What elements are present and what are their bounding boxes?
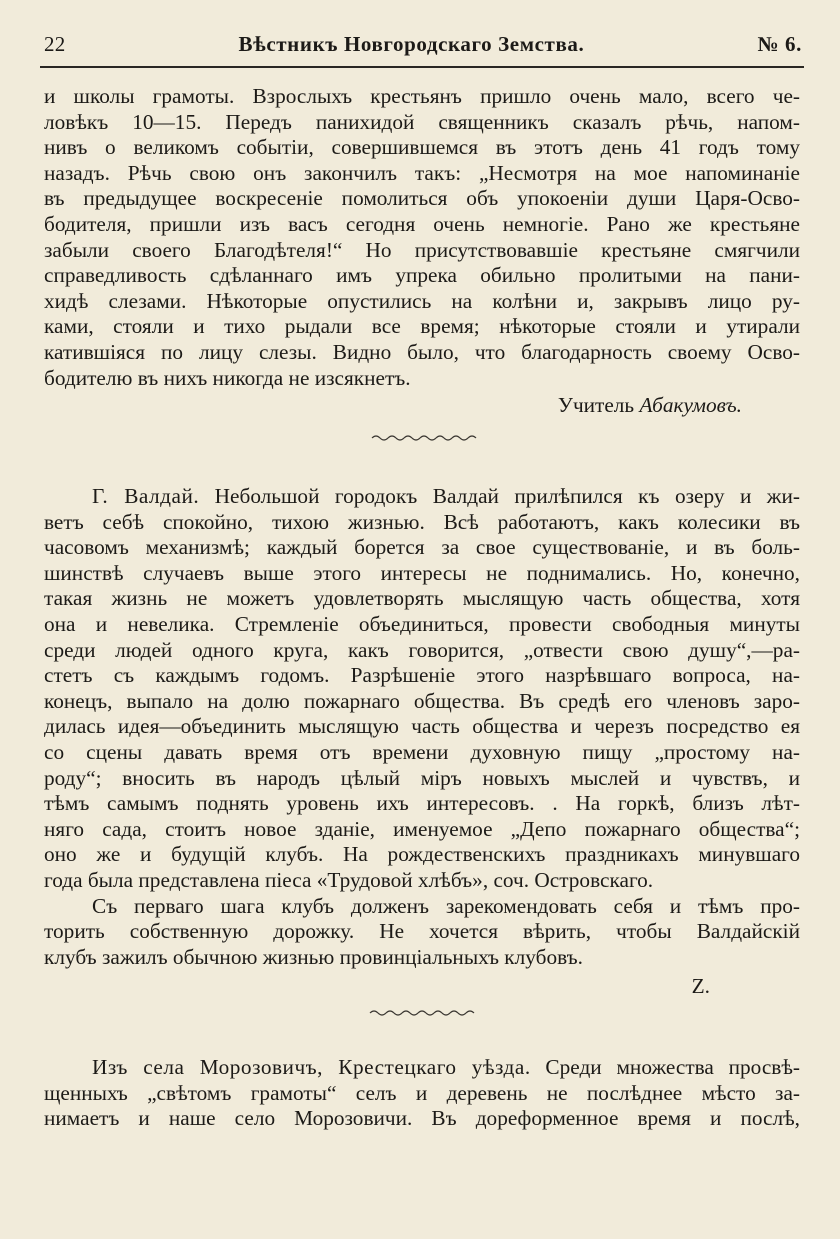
text-line: роду“; вносить въ народъ цѣлый міръ новыхъ мыслей и чувствъ, и: [44, 765, 800, 790]
text-line: нивъ о великомъ событіи, совершившемся въ этотъ день 41 годъ тому: [44, 135, 800, 160]
article-valdai: [44, 484, 800, 1000]
text-line: стетъ съ каждымъ годомъ. Разрѣшеніе этого назрѣвшаго вопроса, на-: [44, 663, 800, 688]
text-line: со сцены давать время отъ времени духовную пищу „простому на-: [44, 739, 800, 764]
text-line: тѣмъ самымъ поднять уровень ихъ интересовъ. . На горкѣ, близъ лѣт-: [44, 791, 800, 816]
article-body: [44, 84, 800, 391]
article-teacher-report: [44, 84, 800, 419]
text-line: бодителю въ нихъ никогда не изсякнетъ.: [44, 365, 411, 390]
text-line: ками, стояли и тихо рыдали все время; нѣкоторые стояли и утирали: [44, 314, 800, 339]
text-line: Съ перваго шага клубъ долженъ зарекомендовать себя и тѣмъ про-: [92, 893, 800, 918]
signature-role: Учитель: [557, 393, 635, 418]
text-line: въ предыдущее воскресеніе помолиться объ упокоеніи души Царя-Осво-: [44, 186, 800, 211]
text-line: няго сада, стоитъ новое зданіе, именуемое „Депо пожарнаго общества“;: [44, 816, 800, 841]
journal-title: Вѣстникъ Новгородскаго Земства.: [238, 32, 585, 56]
article-morozovichi: [44, 1055, 800, 1132]
text-line: справедливость сдѣланнаго имъ упрека обильно пролитыми на пани-: [44, 263, 800, 288]
text-line: Г. Валдай. Небольшой городокъ Валдай прилѣпился къ озеру и жи-: [92, 484, 801, 508]
text-line: часовомъ механизмѣ; каждый борется за свое существованіе, и въ боль-: [44, 535, 800, 560]
section-divider-ornament: [0, 433, 840, 443]
text-line: ловѣкъ 10—15. Передъ панихидой священникъ сказалъ рѣчь, напом-: [44, 109, 800, 134]
text-line: ветъ себѣ спокойно, тихою жизнью. Всѣ работаютъ, какъ колесики въ: [44, 509, 800, 534]
signature: Z.: [691, 974, 710, 999]
article-paragraph: [44, 894, 800, 971]
signature: [44, 393, 800, 419]
text-line: шинствѣ случаевъ выше этого интересы не поднимались. Но, конечно,: [44, 560, 800, 585]
text-line: торить собственную дорожку. Не хочется вѣрить, чтобы Валдайскій: [44, 919, 800, 944]
page-number: 22: [44, 32, 66, 56]
text-line: клубъ зажилъ обычною жизнью провинціальныхъ клубовъ.: [44, 944, 583, 969]
text-line: нимаетъ и наше село Морозовичи. Въ дореформенное время и послѣ,: [44, 1106, 800, 1131]
text-line: и школы грамоты. Взрослыхъ крестьянъ пришло очень мало, всего че-: [44, 84, 800, 108]
issue-number: № 6.: [757, 32, 802, 56]
article-paragraph: [44, 484, 800, 894]
text-line: катившіяся по лицу слезы. Видно было, что благодарность своему Осво-: [44, 339, 800, 364]
text-line: щенныхъ „свѣтомъ грамоты“ селъ и деревень не послѣднее мѣсто за-: [44, 1080, 800, 1105]
text-line: такая жизнь не можетъ удовлетворять мыслящую часть общества, хотя: [44, 586, 800, 611]
text-line: хидѣ слезами. Нѣкоторые опустились на колѣни и, закрывъ лицо ру-: [44, 288, 800, 313]
text-line: года была представлена піеса «Трудовой хлѣбъ», соч. Островскаго.: [44, 867, 654, 892]
text-line: бодителя, пришли изъ васъ сегодня очень немногіе. Рано же крестьяне: [44, 211, 800, 236]
text-line: она и невелика. Стремленіе объединиться, провести свободныя минуты: [44, 611, 800, 636]
signature-name: Абакумовъ.: [639, 393, 742, 418]
section-divider-ornament: [0, 1008, 840, 1018]
place-heading: Г. Валдай.: [92, 484, 200, 508]
header-rule: [40, 66, 804, 68]
article-body: [44, 1055, 800, 1132]
text-line: конецъ, выпало на долю пожарнаго общества. Въ средѣ его членовъ заро-: [44, 688, 800, 713]
text-line: забыли своего Благодѣтеля!“ Но присутствовавшіе крестьяне смягчили: [44, 237, 800, 262]
text-line: среди людей одного круга, какъ говорится, „отвести свою душу“,—ра-: [44, 637, 800, 662]
text-line: назадъ. Рѣчь свою онъ закончилъ такъ: „Несмотря на мое напоминаніе: [44, 160, 800, 185]
text-line: дилась идея—объединить мыслящую часть общества и черезъ посредство ея: [44, 714, 800, 739]
text-line: Изъ села Морозовичъ, Крестецкаго уѣзда. Среди множества просвѣ-: [92, 1055, 801, 1079]
running-header: [44, 32, 802, 62]
text-line: оно же и будущій клубъ. На рождественскихъ праздникахъ минувшаго: [44, 842, 800, 867]
place-heading: Изъ села Морозовичъ, Крестецкаго уѣзда.: [92, 1055, 531, 1079]
